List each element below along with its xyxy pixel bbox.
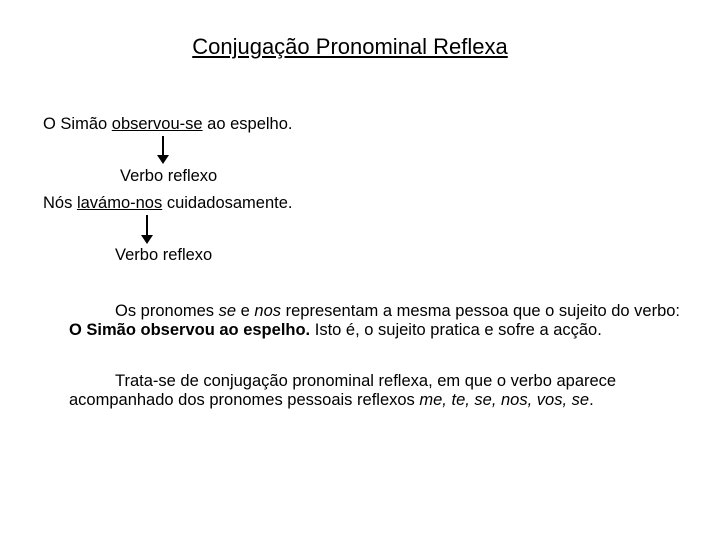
paragraph-1-text: e [236,302,255,320]
pronoun-se: se [218,302,237,320]
paragraph-1-text: representam a mesma pessoa que o sujeito do verbo: [281,302,681,320]
example-1-after: ao espelho. [202,115,293,133]
paragraph-1-text: Os pronomes [115,302,219,320]
page-title: Conjugação Pronominal Reflexa [192,34,508,59]
arrow-down-icon [156,136,170,164]
example-2-verb: lavámo-nos [76,194,163,212]
paragraph-2-text: Trata-se de conjugação pronominal reflexa, em que o verbo aparece acompanhado dos pronomes pessoais reflexos [69,372,617,409]
example-sentence-1 [43,115,293,134]
paragraph-2-text: . [589,391,594,409]
example-2-after: cuidadosamente. [162,194,293,212]
arrow-down-icon [140,215,154,245]
example-1-verb: observou-se [111,115,203,133]
explanation-paragraph [69,302,689,340]
bold-example: O Simão observou ao espelho. [69,321,311,339]
example-2-before: Nós [43,194,77,212]
example-1-before: O Simão [43,115,112,133]
reflexive-pronoun-list: me, te, se, nos, vos, se [419,391,590,409]
example-1-label: Verbo reflexo [120,167,218,185]
pronoun-nos: nos [254,302,282,320]
definition-paragraph [69,372,689,410]
paragraph-1-text: Isto é, o sujeito pratica e sofre a acção. [310,321,602,339]
example-2-label: Verbo reflexo [115,246,213,264]
example-sentence-2 [43,194,293,213]
